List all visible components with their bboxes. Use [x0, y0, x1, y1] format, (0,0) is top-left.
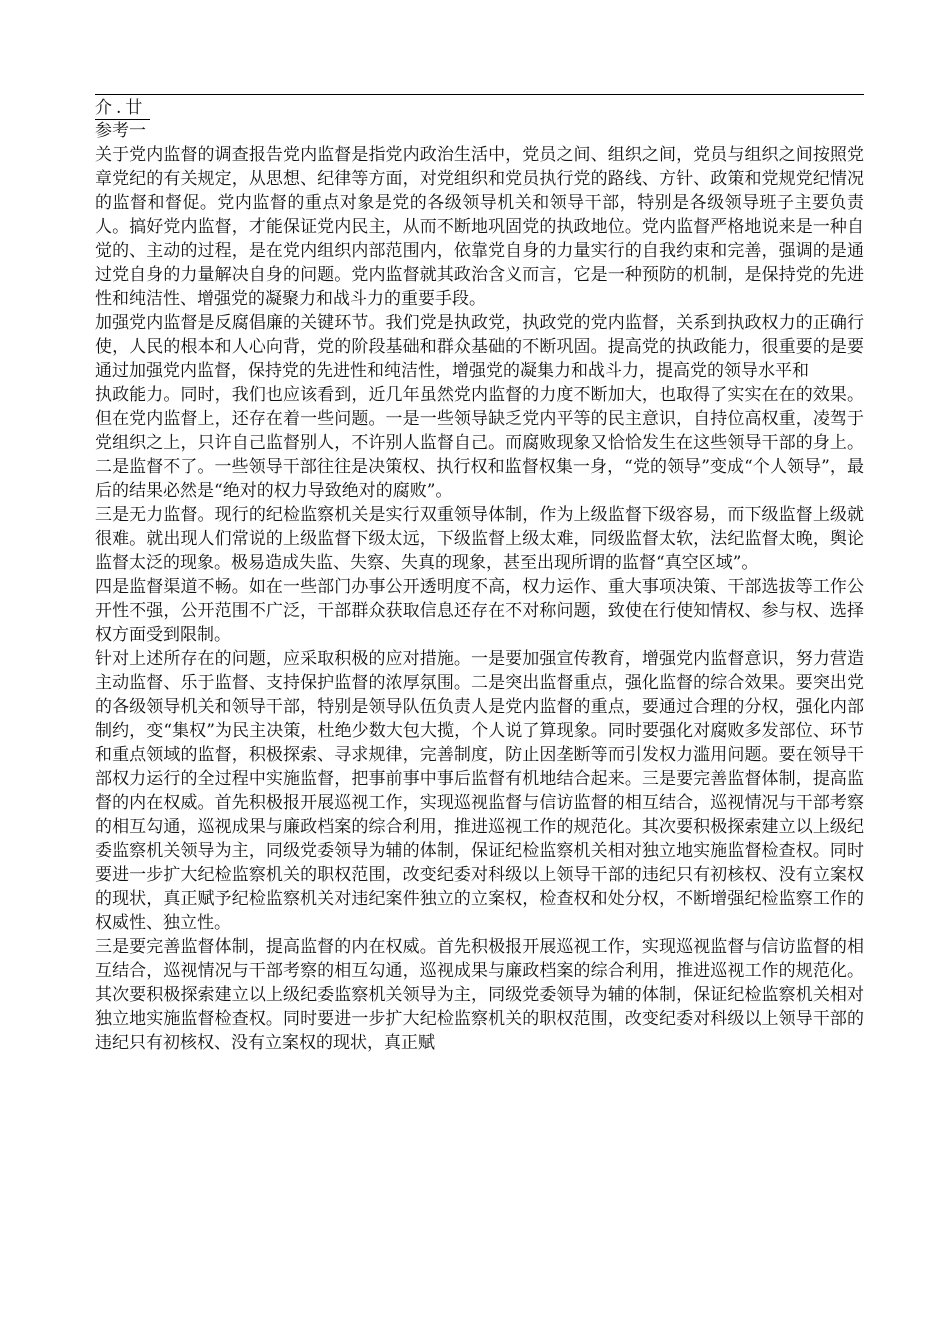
header-mark: 介.廿: [95, 97, 150, 120]
section-label: 参考一: [95, 121, 146, 141]
paragraph-countermeasures: 针对上述所存在的问题，应采取积极的应对措施。一是要加强宣传教育，增强党内监督意识，努力营造主动监督、乐于监督、支持保护监督的浓厚氛围。二是突出监督重点，强化监督的综合效果。要突出党的各级领导机关和领导干部，特别是领导队伍负责人是党内监督的重点，要通过合理的分权，强化内部制约，变“集权”为民主决策，杜绝少数大包大揽，个人说了算现象。同时要强化对腐败多发部位、环节和重点领域的监督，积极探索、寻求规律，完善制度，防止因垄断等而引发权力滥用问题。要在领导干部权力运行的全过程中实施监督，把事前事中事后监督有机地结合起来。三是要完善监督体制，提高监督的内在权威。首先积极报开展巡视工作，实现巡视监督与信访监督的相互结合，巡视情况与干部考察的相互勾通，巡视成果与廉政档案的综合利用，推进巡视工作的规范化。其次要积极探索建立以上级纪委监察机关领导为主，同级党委领导为辅的体制，保证纪检监察机关相对独立地实施监督检查权。同时要进一步扩大纪检监察机关的职权范围，改变纪委对科级以上领导干部的违纪只有初核权、没有立案权的现状，真正赋予纪检监察机关对违纪案件独立的立案权，检查权和处分权，不断增强纪检监察工作的权威性、独立性。: [95, 649, 864, 933]
paragraph-anticorruption: 加强党内监督是反腐倡廉的关键环节。我们党是执政党，执政党的党内监督，关系到执政权力的正确行使，人民的根本和人心向背，党的阶段基础和群众基础的不断巩固。提高党的执政能力，很重要的是要通过加强党内监督，保持党的先进性和纯洁性，增强党的凝集力和战斗力，提高党的领导水平和: [95, 313, 864, 381]
document-page: [95, 94, 864, 1055]
paragraph-governing-capacity: 执政能力。同时，我们也应该看到，近几年虽然党内监督的力度不断加大，也取得了实实在在的效果。但在党内监督上，还存在着一些问题。一是一些领导缺乏党内平等的民主意识，自持位高权重，凌驾于党组织之上，只许自己监督别人，不许别人监督自己。而腐败现象又恰恰发生在这些领导干部的身上。二是监督不了。一些领导干部往往是决策权、执行权和监督权集一身，“党的领导”变成“个人领导”，最后的结果必然是“绝对的权力导致绝对的腐败”。: [95, 385, 864, 501]
paragraph-ineffective-supervision: 三是无力监督。现行的纪检监察机关是实行双重领导体制，作为上级监督下级容易，而下级监督上级就很难。就出现人们常说的上级监督下级太远，下级监督上级太难，同级监督太软，法纪监督太晚，舆论监督太泛的现象。极易造成失监、失察、失真的现象，甚至出现所谓的监督“真空区域”。: [95, 505, 864, 573]
paragraph-intro: 关于党内监督的调查报告党内监督是指党内政治生活中，党员之间、组织之间，党员与组织之间按照党章党纪的有关规定，从思想、纪律等方面，对党组织和党员执行党的路线、方针、政策和党规党纪情况的监督和督促。党内监督的重点对象是党的各级领导机关和领导干部，特别是各级领导班子主要负责人。搞好党内监督，才能保证党内民主，从而不断地巩固党的执政地位。党内监督严格地说来是一种自觉的、主动的过程，是在党内组织内部范围内，依靠党自身的力量实行的自我约束和完善，强调的是通过党自身的力量解决自身的问题。党内监督就其政治含义而言，它是一种预防的机制，是保持党的先进性和纯洁性、增强党的凝聚力和战斗力的重要手段。: [95, 145, 864, 309]
paragraph-channels: 四是监督渠道不畅。如在一些部门办事公开透明度不高，权力运作、重大事项决策、干部选拔等工作公开性不强，公开范围不广泛，干部群众获取信息还存在不对称问题，致使在行使知情权、参与权、选择权方面受到限制。: [95, 577, 864, 645]
header-rule: [95, 94, 864, 95]
paragraph-improve-system: 三是要完善监督体制，提高监督的内在权威。首先积极报开展巡视工作，实现巡视监督与信访监督的相互结合，巡视情况与干部考察的相互勾通，巡视成果与廉政档案的综合利用，推进巡视工作的规范化。其次要积极探索建立以上级纪委监察机关领导为主，同级党委领导为辅的体制，保证纪检监察机关相对独立地实施监督检查权。同时要进一步扩大纪检监察机关的职权范围，改变纪委对科级以上领导干部的违纪只有初核权、没有立案权的现状，真正赋: [95, 937, 864, 1053]
